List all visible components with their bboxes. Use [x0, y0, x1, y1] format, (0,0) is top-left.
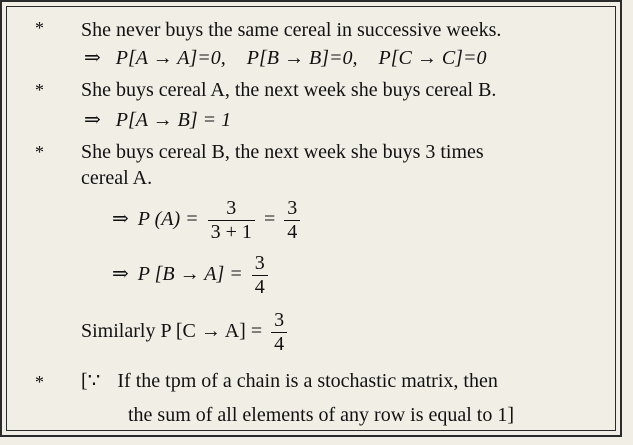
prob-c-to-c: P[C → C]=0	[378, 47, 487, 69]
equals-sign: =	[263, 208, 276, 231]
bullet-3: *	[35, 142, 44, 162]
fraction-numerator: 3	[208, 197, 255, 221]
line-buys-a-then-b: She buys cereal A, the next week she buys cereal B.	[81, 79, 497, 101]
bullet-1: *	[35, 18, 44, 38]
fraction-three-over-three-plus-one	[208, 197, 255, 244]
fraction-three-over-four	[252, 252, 268, 299]
prob-a-to-b-expression: P[A → B] = 1	[115, 109, 232, 131]
fraction-denominator: 3 + 1	[210, 221, 252, 243]
line-prob-a-to-b	[84, 108, 231, 132]
implies-arrow: ⇒	[112, 208, 129, 231]
fraction-denominator: 4	[274, 333, 285, 355]
prob-b-to-a-lhs: P [B → A] =	[137, 263, 243, 286]
fraction-numerator: 3	[271, 309, 287, 333]
prob-a-lhs: P (A) =	[137, 208, 199, 231]
prob-a-to-a: P[A → A]=0,	[115, 47, 226, 69]
line-similarly-c-to-a	[81, 309, 291, 356]
line-prob-b-to-a	[112, 252, 272, 299]
implies-arrow: ⇒	[84, 109, 101, 131]
because-symbol: [∵	[81, 370, 101, 392]
fraction-three-over-four	[271, 309, 287, 356]
line-buys-b-three-times: She buys cereal B, the next week she buys 3 times	[81, 141, 484, 163]
line-never-buys-same: She never buys the same cereal in successive weeks.	[81, 19, 502, 41]
line-prob-a-fraction	[112, 197, 304, 244]
bullet-4: *	[35, 372, 44, 392]
similarly-text: Similarly P [C → A] =	[81, 320, 263, 343]
implies-arrow: ⇒	[112, 263, 129, 286]
fraction-denominator: 4	[254, 276, 265, 298]
prob-b-to-b: P[B → B]=0,	[246, 47, 358, 69]
line-zero-probabilities	[84, 46, 486, 70]
fraction-numerator: 3	[252, 252, 268, 276]
line-stochastic-matrix	[81, 369, 498, 393]
fraction-denominator: 4	[287, 221, 298, 243]
fraction-three-over-four	[284, 197, 300, 244]
line-row-sum: the sum of all elements of any row is equal to 1]	[128, 404, 515, 426]
bullet-2: *	[35, 80, 44, 100]
line-cereal-a: cereal A.	[81, 167, 153, 189]
implies-arrow: ⇒	[84, 47, 101, 69]
stochastic-text: If the tpm of a chain is a stochastic matrix, then	[117, 370, 498, 392]
fraction-numerator: 3	[284, 197, 300, 221]
